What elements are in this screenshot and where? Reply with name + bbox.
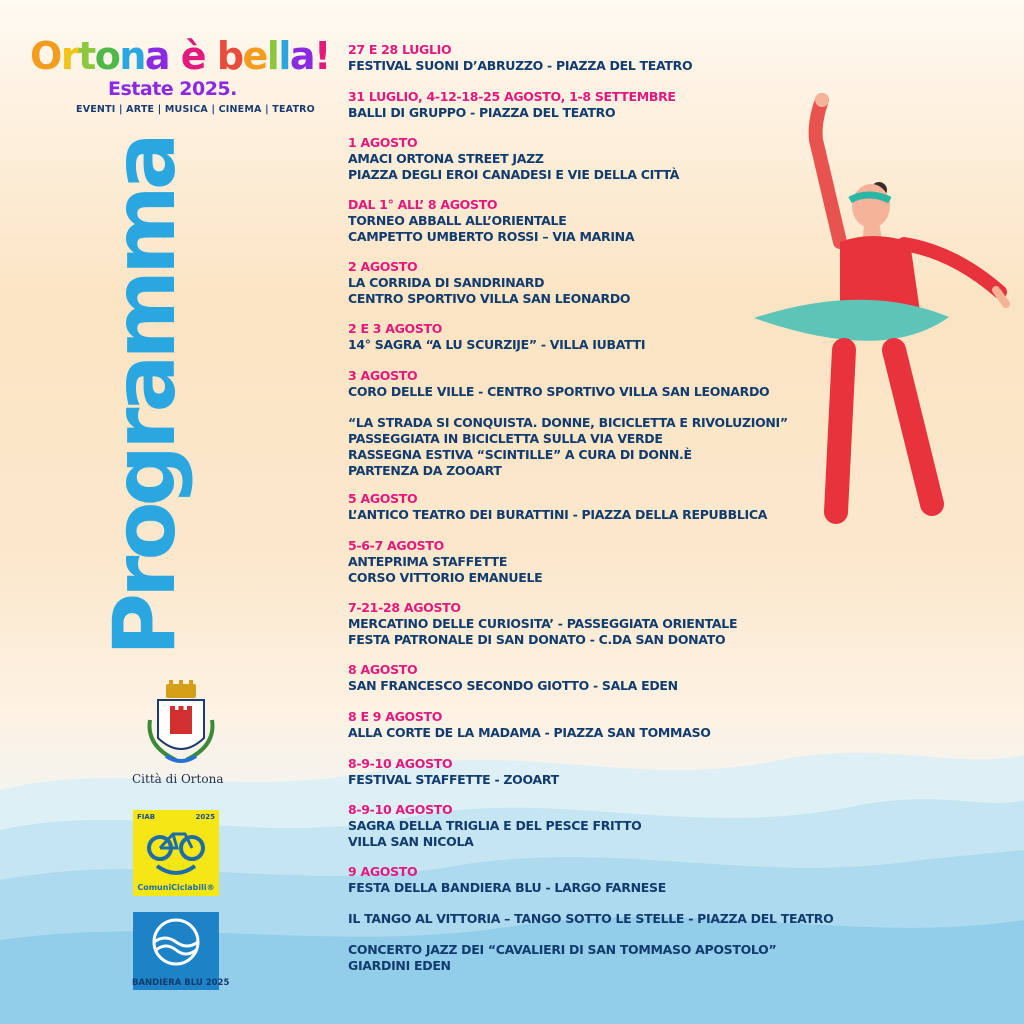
event-description: CONCERTO JAZZ DEI “CAVALIERI DI SAN TOMMASO APOSTOLO”: [348, 942, 777, 957]
event-date: 1 AGOSTO: [348, 135, 418, 150]
event-description: TORNEO ABBALL ALL’ORIENTALE: [348, 213, 567, 228]
logo-title: [30, 36, 330, 76]
logo-title-letter: o: [94, 34, 120, 78]
event-date: 9 AGOSTO: [348, 864, 418, 879]
fiab-label: FIAB: [137, 813, 156, 821]
event-date: 31 LUGLIO, 4-12-18-25 AGOSTO, 1-8 SETTEMBRE: [348, 89, 676, 104]
programma-title: Programma: [95, 137, 195, 656]
event-item: [348, 89, 676, 121]
event-item: [348, 802, 641, 850]
event-description: CORSO VITTORIO EMANUELE: [348, 570, 543, 585]
logo-title-letter: [169, 36, 181, 76]
ortona-logo: [30, 34, 330, 115]
event-item: [348, 197, 634, 245]
event-description: FESTA PATRONALE DI SAN DONATO - C.DA SAN DONATO: [348, 632, 726, 647]
crest-label: Città di Ortona: [132, 772, 224, 786]
event-description: CAMPETTO UMBERTO ROSSI – VIA MARINA: [348, 229, 635, 244]
event-date: 5 AGOSTO: [348, 491, 418, 506]
event-description: BALLI DI GRUPPO - PIAZZA DEL TEATRO: [348, 105, 616, 120]
event-description: ALLA CORTE DE LA MADAMA - PIAZZA SAN TOMMASO: [348, 725, 711, 740]
event-item: [348, 259, 630, 307]
event-description: SAN FRANCESCO SECONDO GIOTTO - SALA EDEN: [348, 678, 678, 693]
event-date: 27 E 28 LUGLIO: [348, 42, 452, 57]
logo-title-letter: r: [60, 34, 79, 78]
event-description: AMACI ORTONA STREET JAZZ: [348, 151, 544, 166]
logo-title-letter: t: [78, 34, 95, 78]
logo-title-letter: a: [289, 34, 315, 78]
fiab-comuniciclabili-label: ComuniCiclabili®: [137, 883, 215, 892]
event-item: [348, 911, 833, 927]
logo-title-letter: b: [216, 34, 243, 78]
event-item: [348, 135, 679, 183]
event-date: 8-9-10 AGOSTO: [348, 802, 453, 817]
event-description: FESTA DELLA BANDIERA BLU - LARGO FARNESE: [348, 880, 666, 895]
event-item: [348, 864, 666, 896]
logo-title-letter: O: [30, 34, 61, 78]
event-item: [348, 538, 542, 586]
event-date: 8-9-10 AGOSTO: [348, 756, 453, 771]
event-description: MERCATINO DELLE CURIOSITA’ - PASSEGGIATA ORIENTALE: [348, 616, 738, 631]
event-description: LA CORRIDA DI SANDRINARD: [348, 275, 545, 290]
event-description: PARTENZA DA ZOOART: [348, 463, 502, 478]
event-date: 2 E 3 AGOSTO: [348, 321, 443, 336]
logo-title-letter: l: [266, 34, 279, 78]
event-item: [348, 491, 767, 523]
event-description: PIAZZA DEGLI EROI CANADESI E VIE DELLA CITTÀ: [348, 167, 680, 182]
logo-title-letter: a: [144, 34, 170, 78]
ballerina-illustration: [744, 92, 1014, 532]
event-description: CENTRO SPORTIVO VILLA SAN LEONARDO: [348, 291, 631, 306]
logo-title-letter: [205, 36, 217, 76]
event-date: 7-21-28 AGOSTO: [348, 600, 461, 615]
event-description: SAGRA DELLA TRIGLIA E DEL PESCE FRITTO: [348, 818, 642, 833]
event-date: 2 AGOSTO: [348, 259, 418, 274]
logo-title-letter: è: [180, 34, 206, 78]
event-date: DAL 1° ALL’ 8 AGOSTO: [348, 197, 498, 212]
event-description: ANTEPRIMA STAFFETTE: [348, 554, 508, 569]
event-description: GIARDINI EDEN: [348, 958, 451, 973]
event-item: [348, 942, 776, 974]
logo-title-letter: !: [314, 34, 330, 78]
bandiera-blu-label: BANDIERA BLU 2025: [132, 978, 230, 988]
event-description: PASSEGGIATA IN BICICLETTA SULLA VIA VERDE: [348, 431, 663, 446]
event-item: [348, 321, 645, 353]
event-item: [348, 415, 788, 479]
event-description: FESTIVAL SUONI D’ABRUZZO - PIAZZA DEL TEATRO: [348, 58, 693, 73]
event-item: [348, 600, 737, 648]
event-description: VILLA SAN NICOLA: [348, 834, 474, 849]
event-description: L’ANTICO TEATRO DEI BURATTINI - PIAZZA DELLA REPUBBLICA: [348, 507, 768, 522]
event-item: [348, 709, 711, 741]
event-item: [348, 756, 559, 788]
logo-subtitle: Estate 2025.: [108, 78, 237, 100]
fiab-year: 2025: [195, 813, 215, 821]
blue-flag-wave-icon: [133, 912, 219, 976]
logo-categories: EVENTI | ARTE | MUSICA | CINEMA | TEATRO: [76, 104, 315, 115]
event-date: 8 E 9 AGOSTO: [348, 709, 443, 724]
fiab-comuniciclabili-badge: [133, 810, 219, 896]
event-item: [348, 662, 678, 694]
event-description: 14° SAGRA “A LU SCURZIJE” - VILLA IUBATTI: [348, 337, 646, 352]
event-description: RASSEGNA ESTIVA “SCINTILLE” A CURA DI DONN.È: [348, 447, 692, 462]
logo-title-letter: e: [242, 34, 267, 78]
logo-title-letter: n: [119, 34, 145, 78]
logo-title-letter: l: [278, 34, 290, 78]
bicycle-smile-icon: [133, 820, 219, 880]
event-date: 3 AGOSTO: [348, 368, 418, 383]
event-description: FESTIVAL STAFFETTE - ZOOART: [348, 772, 559, 787]
event-description: “LA STRADA SI CONQUISTA. DONNE, BICICLETTA E RIVOLUZIONI”: [348, 415, 788, 430]
event-item: [348, 42, 692, 74]
event-date: 5-6-7 AGOSTO: [348, 538, 444, 553]
event-description: IL TANGO AL VITTORIA – TANGO SOTTO LE STELLE - PIAZZA DEL TEATRO: [348, 911, 834, 926]
event-description: CORO DELLE VILLE - CENTRO SPORTIVO VILLA SAN LEONARDO: [348, 384, 770, 399]
event-item: [348, 368, 769, 400]
event-date: 8 AGOSTO: [348, 662, 418, 677]
